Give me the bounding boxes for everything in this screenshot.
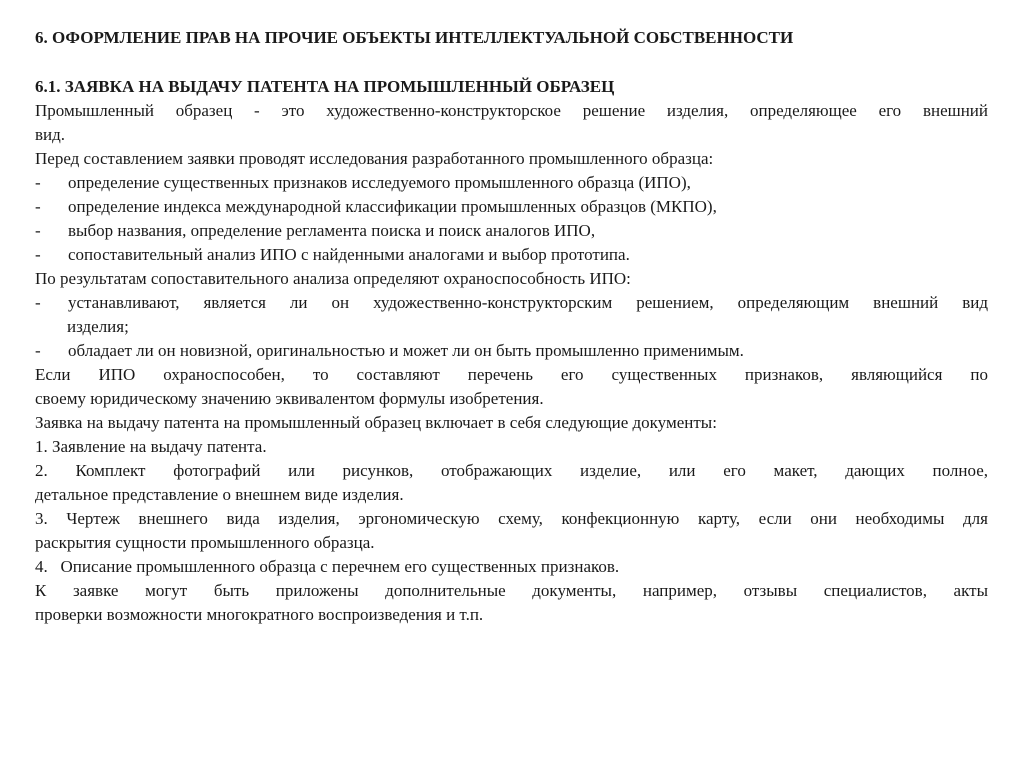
results-item-continuation: изделия;	[67, 317, 129, 336]
research-item	[35, 219, 988, 243]
research-item	[35, 195, 988, 219]
section-heading: 6. ОФОРМЛЕНИЕ ПРАВ НА ПРОЧИЕ ОБЪЕКТЫ ИНТЕЛЛЕКТУАЛЬНОЙ СОБСТВЕННОСТИ	[35, 28, 794, 47]
research-item	[35, 243, 988, 267]
research-item	[35, 171, 988, 195]
appendix-line-1: К заявке могут быть приложены дополнительные документы, например, отзывы специалистов, акты	[35, 581, 988, 600]
document-item-2-line-1: 2. Комплект фотографий или рисунков, отображающих изделие, или его макет, дающих полное,	[35, 461, 988, 480]
bullet-dash: -	[35, 221, 41, 240]
bullet-dash: -	[35, 341, 41, 360]
research-item-text: определение индекса международной классификации промышленных образцов (МКПО),	[68, 197, 717, 216]
document-item-3-line-2: раскрытия сущности промышленного образца.	[35, 533, 375, 552]
document-item-2-line-2: детальное представление о внешнем виде изделия.	[35, 485, 404, 504]
definition-line-1: Промышленный образец - это художественно-конструкторское решение изделия, определяющее его внешний	[35, 101, 988, 120]
research-item-text: сопоставительный анализ ИПО с найденными аналогами и выбор прототипа.	[68, 245, 630, 264]
research-intro: Перед составлением заявки проводят исследования разработанного промышленного образца:	[35, 149, 714, 168]
research-item-text: определение существенных признаков исследуемого промышленного образца (ИПО),	[68, 173, 691, 192]
results-intro: По результатам сопоставительного анализа определяют охраноспособность ИПО:	[35, 269, 631, 288]
results-item-text: обладает ли он новизной, оригинальностью и может ли он быть промышленно применимым.	[68, 341, 744, 360]
subsection-heading: 6.1. ЗАЯВКА НА ВЫДАЧУ ПАТЕНТА НА ПРОМЫШЛЕННЫЙ ОБРАЗЕЦ	[35, 77, 615, 96]
appendix-line-2: проверки возможности многократного воспроизведения и т.п.	[35, 605, 484, 624]
documents-intro: Заявка на выдачу патента на промышленный образец включает в себя следующие документы:	[35, 413, 717, 432]
bullet-dash: -	[35, 197, 41, 216]
results-item	[35, 339, 988, 363]
results-item-text: устанавливают, является ли он художественно-конструкторским решением, определяющим внешний вид	[68, 293, 988, 312]
definition-line-2: вид.	[35, 125, 66, 144]
research-item-text: выбор названия, определение регламента поиска и поиск аналогов ИПО,	[68, 221, 596, 240]
protectable-line-1: Если ИПО охраноспособен, то составляют перечень его существенных признаков, являющийся по	[35, 365, 988, 384]
protectable-line-2: своему юридическому значению эквивалентом формулы изобретения.	[35, 389, 544, 408]
document-item-4: 4. Описание промышленного образца с перечнем его существенных признаков.	[35, 557, 620, 576]
bullet-dash: -	[35, 245, 41, 264]
bullet-dash: -	[35, 173, 41, 192]
bullet-dash: -	[35, 293, 41, 312]
document-item-1: 1. Заявление на выдачу патента.	[35, 437, 267, 456]
document-item-3-line-1: 3. Чертеж внешнего вида изделия, эргономическую схему, конфекционную карту, если они необходимы для	[35, 509, 988, 528]
results-item	[35, 291, 988, 315]
